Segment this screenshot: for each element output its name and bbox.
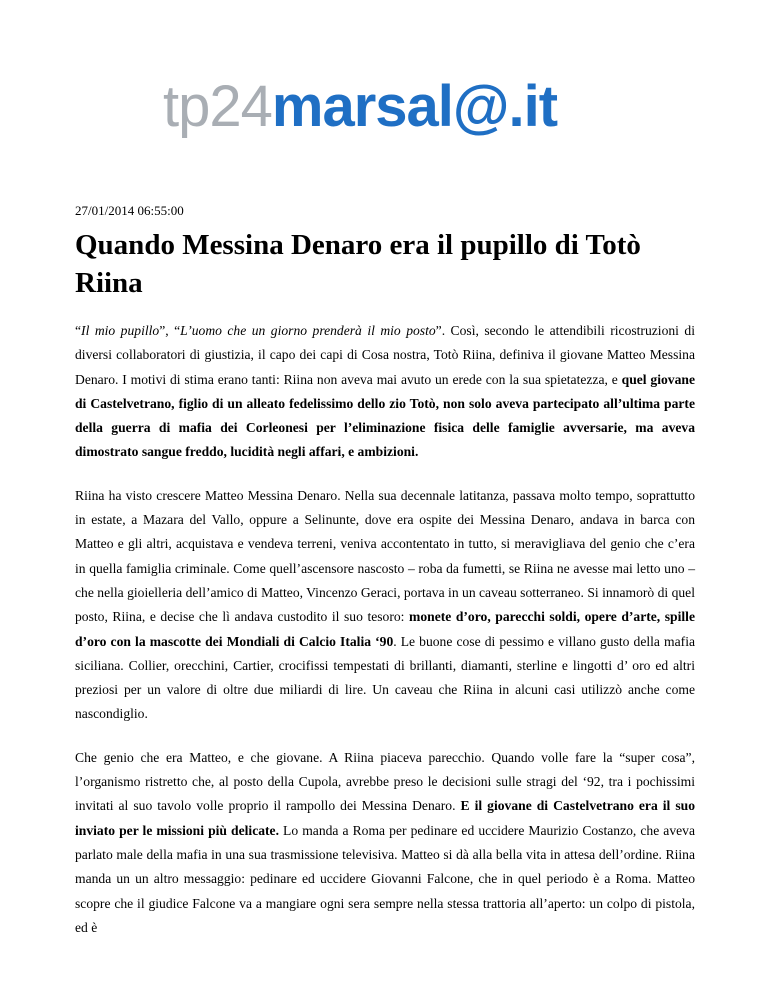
bold-text: quel giovane di Castelvetrano, figlio di un alleato fedelissimo dello zio Totò, non solo aveva partecipato all’ultima parte della guerra di mafia dei Corleonesi per l’eliminazione fisica delle famiglie avversarie, ma aveva dimostrato sangue freddo, lucidità negli affari, e ambizioni. <box>75 371 695 460</box>
text: . Le buone cose di pessimo e villano gusto della mafia siciliana. Collier, orecchini, Cartier, crocifissi tempestati di brillanti, diamanti, sterline e lingotti d’ oro ed altri preziosi per un valore di oltre due miliardi di lire. Un caveau che Riina in alcuni casi utilizzò anche come nascondiglio. <box>75 633 696 722</box>
article-title: Quando Messina Denaro era il pupillo di Totò Riina <box>75 229 641 299</box>
paragraph-2 <box>75 484 695 727</box>
text: Lo manda a Roma per pedinare ed uccidere Maurizio Costanzo, che aveva parlato male della mafia in una sua trasmissione televisiva. Matteo si dà alla bella vita in attesa dell’ordine. Riina manda un un altro messaggio: pedinare ed uccidere Giovanni Falcone, che in quel periodo è a Roma. Matteo scopre che il giudice Falcone va a mangiare ogni sera sempre nella stessa trattoria all’aperto: un colpo di pistola, ed è <box>75 822 696 935</box>
article-body <box>75 319 695 959</box>
bold-text: monete d’oro, parecchi soldi, opere d’arte, spille d’oro con la mascotte dei Mondiali di Calcio Italia ‘90 <box>75 609 695 649</box>
site-logo <box>163 74 603 158</box>
bold-text: E il giovane di Castelvetrano era il suo inviato per le missioni più delicate. <box>75 798 695 838</box>
quote-2: L’uomo che un giorno prenderà il mio posto <box>180 323 436 338</box>
text: Che genio che era Matteo, e che giovane. A Riina piaceva parecchio. Quando volle fare la “super cosa”, l’organismo ristretto che, al posto della Cupola, avrebbe preso le decisioni sulle stragi del ‘92, tra i pochissimi invitati al suo tavolo volle proprio il rampollo dei Messina Denaro. <box>75 749 695 814</box>
logo-part-tp24: tp24 <box>163 74 272 139</box>
text: Riina ha visto crescere Matteo Messina Denaro. Nella sua decennale latitanza, passava molto tempo, soprattutto in estate, a Mazara del Vallo, oppure a Selinunte, dove era ospite dei Messina Denaro, andava in barca con Matteo e gli altri, acquistava e vendeva terreni, veniva accontentato in tutto, si meravigliava del genio che c’era in quella famiglia criminale. Come quell’ascensore nascosto – roba da fumetti, se Riina ne avesse mai letto uno – che nella gioielleria dell’amico di Matteo, Vincenzo Geraci, portava in un caveau sotterraneo. Si innamorò di quel posto, Riina, e decise che lì andava custodito il suo tesoro: <box>75 487 695 625</box>
article-date: 27/01/2014 06:55:00 <box>75 203 184 218</box>
quote-1: Il mio pupillo <box>81 323 160 338</box>
paragraph-3 <box>75 746 695 940</box>
logo-part-marsala: marsal@.it <box>271 74 558 139</box>
text: ”, “ <box>159 323 181 338</box>
paragraph-1: “Il mio pupillo”, “L’uomo che un giorno prenderà il mio posto”. Così, secondo le attendibili ricostruzioni di diversi collaboratori di giustizia, il capo dei capi di Cosa nostra, Totò Riina, definiva il giovane Matteo Messina Denaro. I motivi di stima erano tanti: Riina non aveva mai avuto un erede con la sua spietatezza, e quel giovane di Castelvetrano, figlio di un alleato fedelissimo dello zio Totò, non solo aveva partecipato all’ultima parte della guerra di mafia dei Corleonesi per l’eliminazione fisica delle famiglie avversarie, ma aveva dimostrato sangue freddo, lucidità negli affari, e ambizioni. <box>75 323 695 460</box>
text: ”. Così, secondo le attendibili ricostruzioni di diversi collaboratori di giustizia, il capo dei capi di Cosa nostra, Totò Riina, definiva il giovane Matteo Messina Denaro. I motivi di stima erano tanti: Riina non aveva mai avuto un erede con la sua spietatezza, e <box>75 323 695 387</box>
